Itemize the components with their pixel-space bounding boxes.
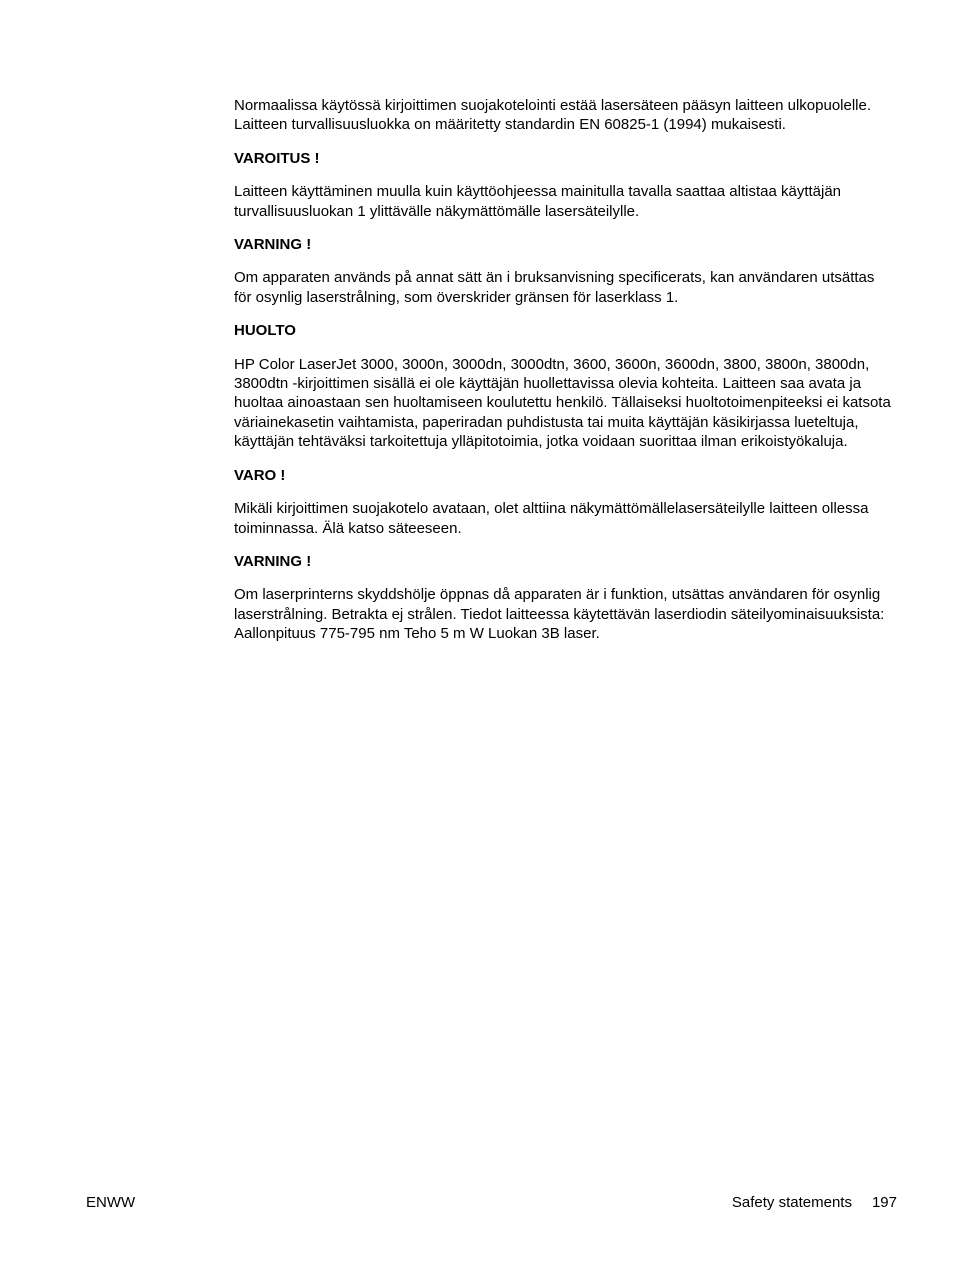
paragraph-varoitus: Laitteen käyttäminen muulla kuin käyttöohjeessa mainitulla tavalla saattaa altistaa käyttäjän turvallisuusluokan 1 ylittävälle näkymättömälle lasersäteilylle. [234,183,842,220]
footer-doc-code: ENWW [86,1194,136,1211]
heading-varning: VARNING ! [234,236,312,254]
footer-page-info [732,1193,897,1212]
heading-varoitus: VAROITUS ! [234,149,320,167]
heading-huolto: HUOLTO [234,322,296,340]
paragraph-varo: Mikäli kirjoittimen suojakotelo avataan, olet alttiina näkymättömällelasersäteilylle laitteen ollessa toiminnassa. Älä katso säteeseen. [234,500,869,537]
paragraph-huolto: HP Color LaserJet 3000, 3000n, 3000dn, 3000dtn, 3600, 3600n, 3600dn, 3800, 3800n, 3800dn, 3800dtn -kirjoittimen sisällä ei ole käyttäjän huollettavissa olevia kohteita. Laitteen saa avata ja huoltaa ainoastaan sen huoltamiseen koulutettu henkilö. Tällaiseksi huoltotoimenpiteeksi ei katsota väriainekasetin vaihtamista, paperiradan puhdistusta tai muita käyttäjän käsikirjassa lueteltuja, käyttäjän tehtäväksi tarkoitettuja ylläpitotoimia, jotka voidaan suorittaa ilman erikoistyökaluja. [234,355,891,451]
heading-varo: VARO ! [234,466,286,484]
footer-page-number: 197 [871,1194,897,1211]
page-content [234,96,894,658]
paragraph-varning: Om apparaten används på annat sätt än i bruksanvisning specificerats, kan användaren utsättas för osynlig laserstrålning, som överskrider gränsen för laserklass 1. [234,269,875,306]
footer-section-title: Safety statements [731,1194,852,1211]
paragraph-varning-2: Om laserprinterns skyddshölje öppnas då apparaten är i funktion, utsättas användaren för osynlig laserstrålning. Betrakta ej strålen. Tiedot laitteessa käytettävän laserdiodin säteilyominaisuuksista: Aallonpituus 775-795 nm Teho 5 m W Luokan 3B laser. [234,586,885,643]
heading-varning-2: VARNING ! [234,552,312,570]
paragraph-laser-enclosure: Normaalissa käytössä kirjoittimen suojakotelointi estää lasersäteen pääsyn laitteen ulkopuolelle. Laitteen turvallisuusluokka on määritetty standardin EN 60825-1 (1994) mukaisesti. [234,97,872,134]
